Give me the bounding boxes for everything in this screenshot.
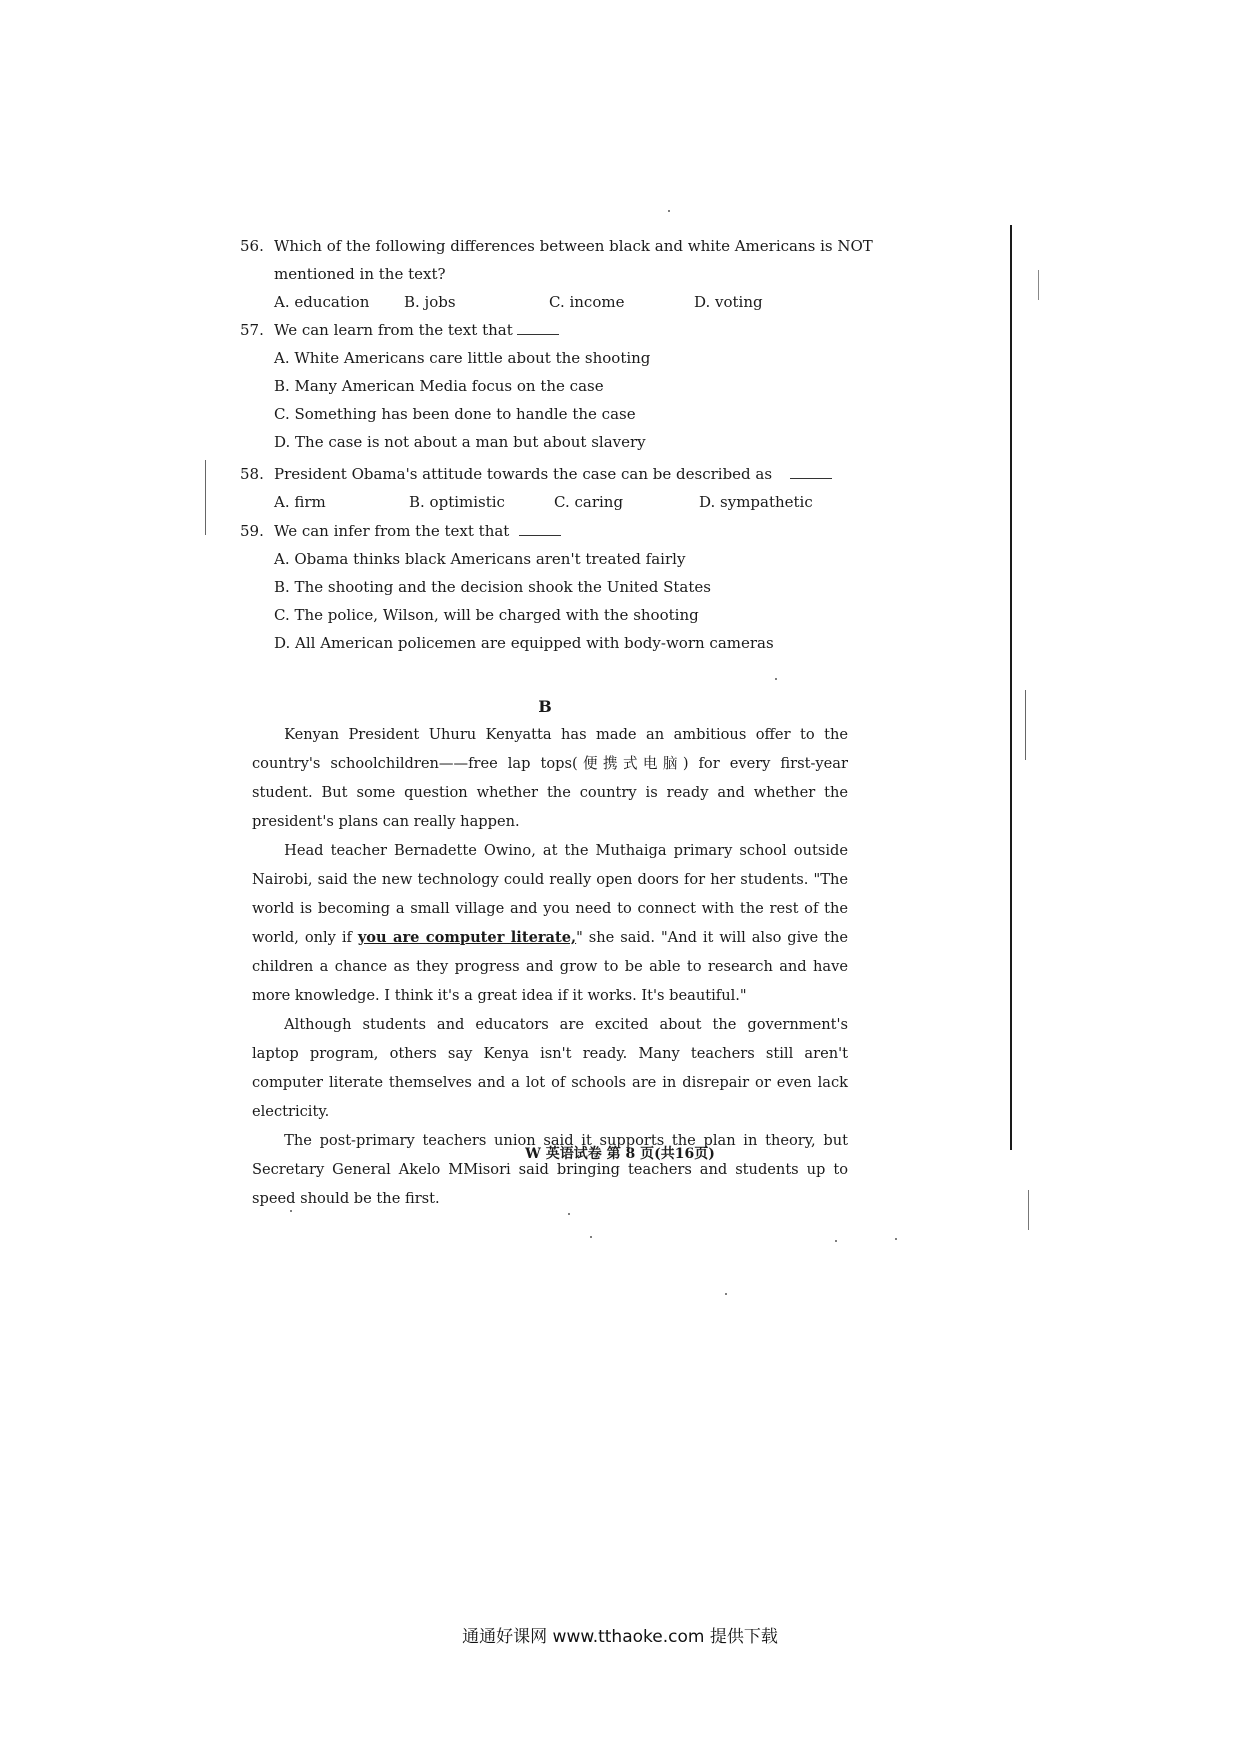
option-a: A. White Americans care little about the shooting	[274, 349, 651, 367]
option-c: C. income	[549, 293, 625, 311]
question-stem: We can learn from the text that	[274, 321, 513, 339]
question-number: 59.	[240, 522, 264, 540]
option-c: C. Something has been done to handle the case	[274, 405, 636, 423]
scan-speck	[668, 210, 670, 212]
underlined-phrase: you are computer literate,	[357, 929, 577, 946]
scan-edge-mark	[1038, 270, 1039, 300]
scan-speck	[725, 1293, 727, 1295]
reading-passage	[252, 720, 848, 1213]
watermark-text: 通通好课网 www.tthaoke.com 提供下载	[462, 1627, 778, 1647]
answer-blank	[790, 466, 832, 479]
question-stem-continued: mentioned in the text?	[274, 265, 446, 283]
option-d: D. voting	[694, 293, 763, 311]
question-57	[240, 316, 860, 456]
scan-edge-mark	[205, 460, 206, 535]
option-c: C. The police, Wilson, will be charged with the shooting	[274, 606, 699, 624]
paragraph-text: " she said. "And it will also give the children a chance as they progress and grow to be able to research and have more knowledge. I think it's a great idea if it works. It's beautiful."	[252, 929, 848, 1004]
options-row	[240, 488, 860, 516]
passage-paragraph-1: Kenyan President Uhuru Kenyatta has made an ambitious offer to the country's schoolchildren——free lap tops(便携式电脑) for every first-year student. But some question whether the country is ready and whether the president's plans can really happen.	[252, 726, 848, 830]
question-59	[240, 517, 860, 657]
option-b: B. Many American Media focus on the case	[274, 377, 604, 395]
option-a: A. education	[274, 293, 370, 311]
passage-paragraph-3: Although students and educators are excited about the government's laptop program, others say Kenya isn't ready. Many teachers still aren't computer literate themselves and a lot of schools are in disrepair or even lack electricity.	[252, 1016, 848, 1120]
question-stem: We can infer from the text that	[274, 522, 510, 540]
options-row	[240, 288, 860, 316]
option-b: B. jobs	[404, 293, 456, 311]
option-b: B. The shooting and the decision shook the United States	[274, 578, 711, 596]
scan-edge-mark	[1025, 690, 1026, 760]
scan-edge-mark	[1028, 1190, 1029, 1230]
scan-speck	[775, 678, 777, 680]
option-a: A. Obama thinks black Americans aren't treated fairly	[274, 550, 686, 568]
question-number: 57.	[240, 321, 264, 339]
option-a: A. firm	[274, 493, 326, 511]
question-stem: President Obama's attitude towards the case can be described as	[274, 465, 773, 483]
answer-blank	[517, 322, 559, 335]
answer-blank	[519, 523, 561, 536]
scan-speck	[835, 1240, 837, 1242]
option-c: C. caring	[554, 493, 624, 511]
scan-speck	[568, 1213, 570, 1215]
question-stem: Which of the following differences between black and white Americans is NOT	[274, 237, 873, 255]
paragraph-text: Head teacher Bernadette Owino, at the Muthaiga primary school outside Nairobi, said the new technology could really open doors for her students. "The world is becoming a small village and you need to connect with the rest of the world, only if	[252, 842, 848, 946]
option-b: B. optimistic	[409, 493, 505, 511]
section-heading: B	[538, 697, 552, 716]
question-number: 58.	[240, 465, 264, 483]
option-d: D. The case is not about a man but about slavery	[274, 433, 646, 451]
scan-speck	[895, 1238, 897, 1240]
scan-speck	[590, 1236, 592, 1238]
option-d: D. sympathetic	[699, 493, 813, 511]
question-56	[240, 232, 873, 316]
scan-border-line	[1010, 225, 1012, 1150]
passage-paragraph-4: The post-primary teachers union said it supports the plan in theory, but Secretary General Akelo MMisori said bringing teachers and students up to speed should be the first.	[252, 1132, 848, 1207]
scan-speck	[290, 1210, 292, 1212]
page-footer: W 英语试卷 第 8 页(共16页)	[525, 1146, 715, 1162]
passage-paragraph-2	[252, 836, 848, 1010]
question-number: 56.	[240, 237, 264, 255]
option-d: D. All American policemen are equipped with body-worn cameras	[274, 634, 774, 652]
question-58	[240, 460, 860, 516]
